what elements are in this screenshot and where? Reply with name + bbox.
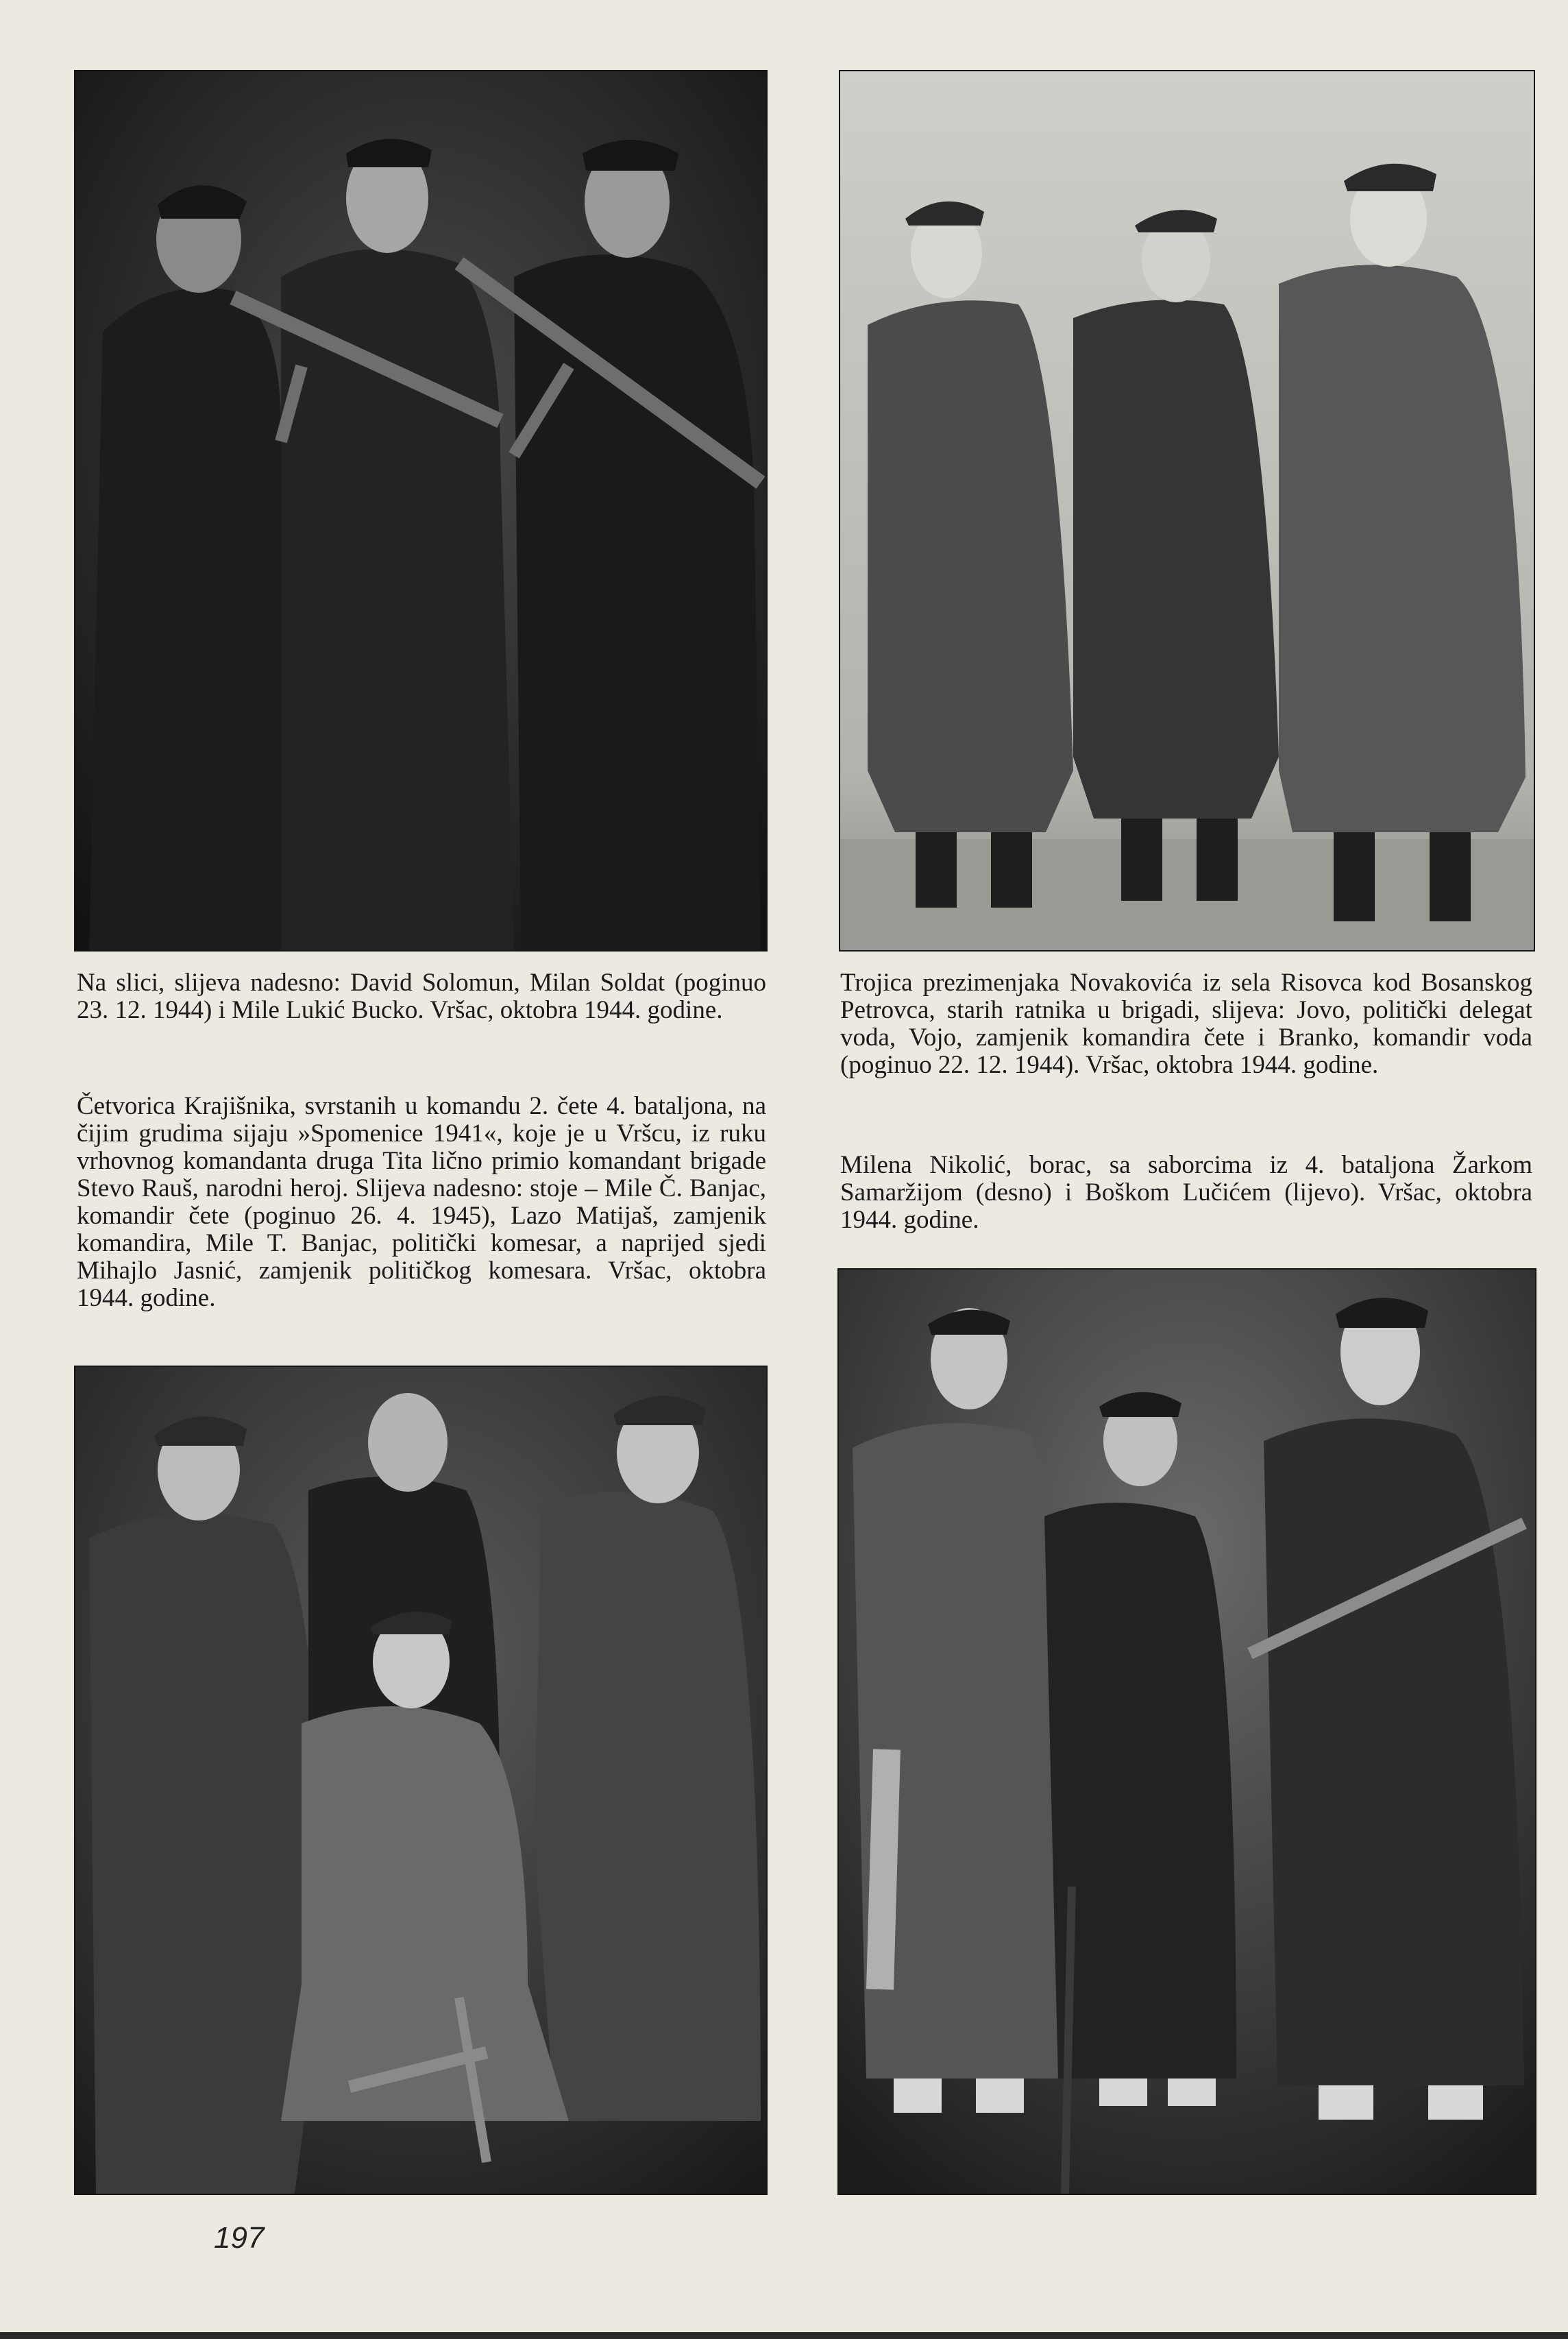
photo-milena-nikolic-with-comrades <box>837 1268 1536 2195</box>
photo-three-partisans-with-guns <box>74 70 768 952</box>
photo-four-krajisnici <box>74 1366 768 2195</box>
page-edge-bar <box>0 2332 1568 2339</box>
caption-text: Na slici, slijeva nadesno: David Solomun, Milan Soldat (poginuo 23. 12. 1944) i Mile Lukić Bucko. Vršac, oktobra 1944. godine. <box>77 969 766 1024</box>
caption-milena-nikolic <box>840 1152 1532 1259</box>
caption-four-krajisnici <box>77 1093 766 1337</box>
caption-novakovic-brothers <box>840 969 1532 1104</box>
caption-text: Milena Nikolić, borac, sa saborcima iz 4. bataljona Žarkom Samaržijom (desno) i Boškom Lučićem (lijevo). Vršac, oktobra 1944. godine. <box>840 1151 1532 1234</box>
page-number: 197 <box>214 2221 265 2255</box>
photo-three-novakovic-men <box>839 70 1535 952</box>
caption-solomun-soldat-lukic <box>77 969 766 1049</box>
caption-text: Četvorica Krajišnika, svrstanih u komandu 2. čete 4. bataljona, na čijim grudima sijaju »Spomenice 1941«, koje je u Vršcu, iz ruku vrhovnog komandanta druga Tita lično primio komandant brigade Stevo Rauš, narodni heroj. Slijeva nadesno: stoje – Mile Č. Banjac, komandir čete (poginuo 26. 4. 1945), Lazo Matijaš, zamjenik komandira, Mile T. Banjac, politički komesar, a naprijed sjedi Mihajlo Jasnić, zamjenik političkog komesara. Vršac, oktobra 1944. godine. <box>77 1092 766 1312</box>
caption-text: Trojica prezimenjaka Novakovića iz sela Risovca kod Bosanskog Petrovca, starih ratnika u brigadi, slijeva: Jovo, politički delegat voda, Vojo, zamjenik komandira čete i Branko, komandir voda (poginuo 22. 12. 1944). Vršac, oktobra 1944. godine. <box>840 969 1532 1079</box>
